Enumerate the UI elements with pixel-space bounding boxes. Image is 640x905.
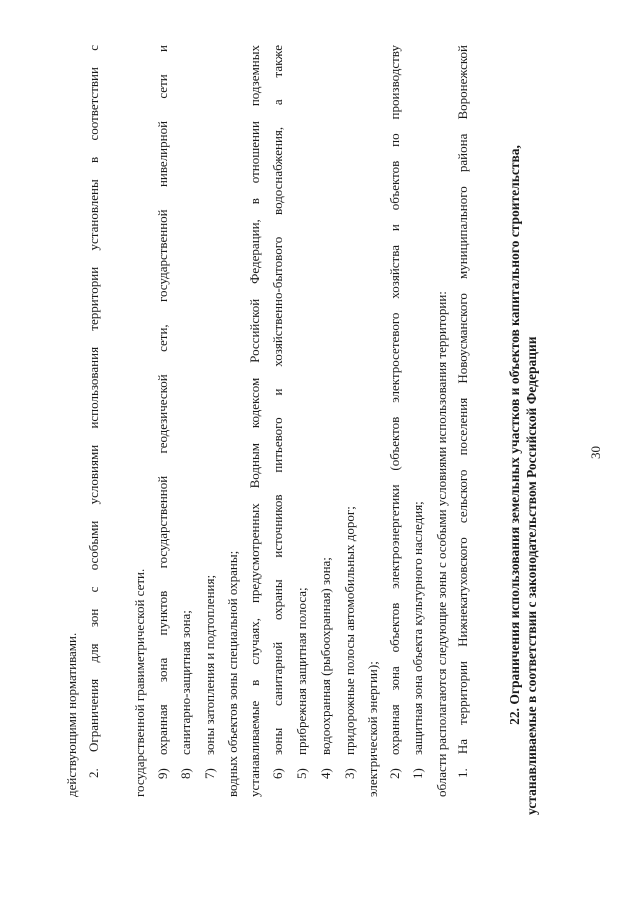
page-number: 30 — [588, 446, 603, 459]
item-1-text: защитная зона объекта культурного наследия; — [410, 501, 425, 755]
intro-line-1: 1. На территории Нижнекатуховского сельского поселения Новоусманского муниципального района Воронежской — [455, 45, 470, 778]
item-9-line-1: охранная зона пунктов государственной геодезической сети, государственной нивелирной сети и — [155, 45, 170, 755]
item-6-line-2: устанавливаемые в случаях, предусмотренных Водным кодексом Российской Федерации, в отношении подземных — [247, 45, 262, 797]
intro-line-2: области располагаются следующие зоны с особыми условиями использования территории: — [434, 291, 449, 797]
item-8-number: 8) — [178, 768, 193, 779]
item-5-text: прибрежная защитная полоса; — [294, 587, 309, 755]
item-7-text: зоны затопления и подтопления; — [202, 574, 217, 755]
item-6-line-3: водных объектов зоны специальной охраны; — [225, 550, 240, 797]
item-1-number: 1) — [410, 768, 425, 779]
item-4-text: водоохранная (рыбоохранная) зона; — [318, 557, 333, 755]
item-2-number: 2) — [387, 768, 402, 779]
para-2-line-1: 2. Ограничения для зон с особыми условиями использования территории установлены в соответствии с — [86, 45, 101, 778]
item-5-number: 5) — [294, 768, 309, 779]
item-6-line-1: зоны санитарной охраны источников питьевого и хозяйственно-бытового водоснабжения, а также — [270, 45, 285, 755]
item-4-number: 4) — [318, 768, 333, 779]
para-2-line-2: действующими нормативами. — [64, 632, 79, 797]
item-9-number: 9) — [155, 768, 170, 779]
heading-line-1: 22. Ограничения использования земельных участков и объектов капитального строительства, — [507, 145, 522, 725]
item-8-text: санитарно-защитная зона; — [178, 610, 193, 755]
heading-line-2: устанавливаемые в соответствии с законодательством Российской Федерации — [524, 336, 539, 815]
item-2-line-1: охранная зона объектов электроэнергетики (объектов электросетевого хозяйства и объектов по производству — [387, 45, 402, 755]
item-9-line-2: государственной гравиметрической сети. — [132, 568, 147, 797]
item-3-number: 3) — [342, 768, 357, 779]
section-heading — [506, 55, 540, 815]
item-6-number: 6) — [270, 768, 285, 779]
item-2-line-2: электрической энергии); — [365, 661, 380, 797]
item-3-text: придорожные полосы автомобильных дорог; — [342, 506, 357, 755]
item-7-number: 7) — [202, 768, 217, 779]
